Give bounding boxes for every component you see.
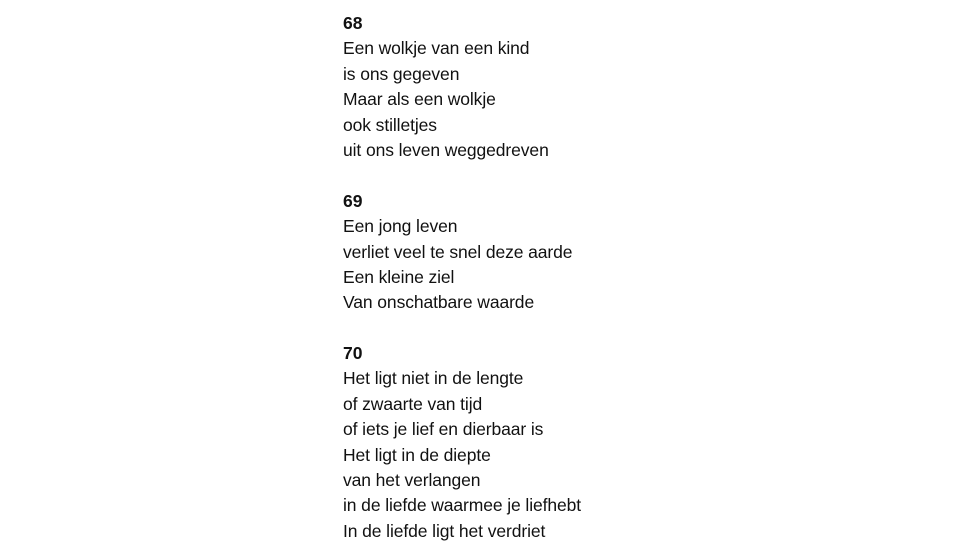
poem-68 — [343, 11, 763, 163]
poem-line: verliet veel te snel deze aarde — [343, 241, 573, 262]
poem-line: van het verlangen — [343, 470, 481, 491]
poem-line: uit ons leven weggedreven — [343, 139, 549, 160]
poem-line: Maar als een wolkje — [343, 89, 496, 110]
poem-number: 68 — [343, 13, 363, 33]
poem-70 — [343, 341, 763, 544]
poem-69 — [343, 189, 763, 316]
poem-line: In de liefde ligt het verdriet — [343, 520, 546, 541]
poem-line: in de liefde waarmee je liefhebt — [343, 495, 582, 516]
poem-line: ook stilletjes — [343, 114, 437, 135]
poem-line: Het ligt niet in de lengte — [343, 368, 524, 389]
document-page — [343, 11, 763, 544]
poem-number: 69 — [343, 190, 363, 211]
poem-line: Een wolkje van een kind — [343, 38, 530, 59]
poem-line: Van onschatbare waarde — [343, 292, 535, 313]
poem-number: 70 — [343, 343, 363, 364]
poem-line: Het ligt in de diepte — [343, 444, 491, 465]
poem-line: is ons gegeven — [343, 63, 460, 84]
stanza-gap — [343, 163, 763, 188]
poem-line: Een jong leven — [343, 216, 458, 237]
poem-line: Een kleine ziel — [343, 266, 455, 287]
stanza-gap — [343, 316, 763, 341]
poem-line: of zwaarte van tijd — [343, 393, 483, 414]
poem-line: of iets je lief en dierbaar is — [343, 419, 544, 440]
